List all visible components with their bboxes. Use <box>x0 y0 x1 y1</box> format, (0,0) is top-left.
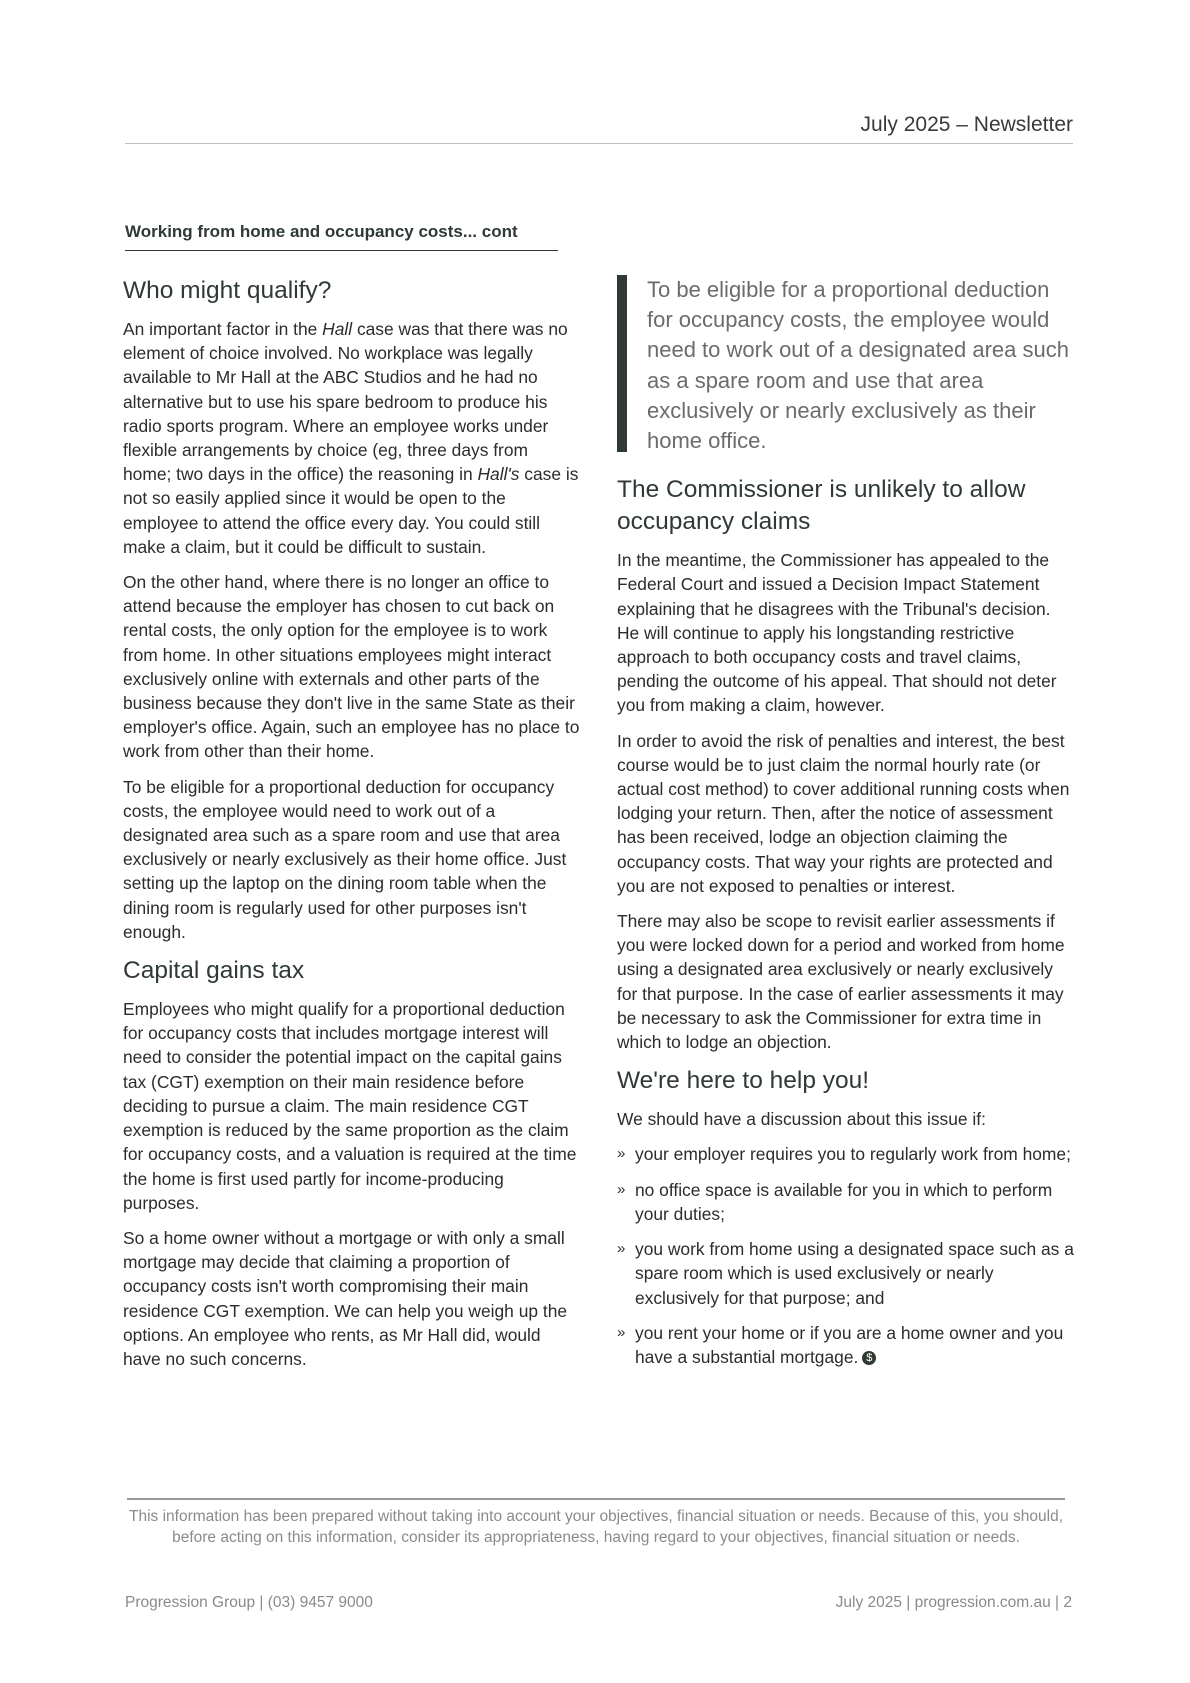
heading-commissioner: The Commissioner is unlikely to allow occupancy claims <box>617 476 1026 536</box>
footer-page-info: July 2025 | progression.com.au | 2 <box>835 1594 1072 1611</box>
right-column <box>617 275 1075 1380</box>
list-item: » you rent your home or if you are a home owner and you have a substantial mortgage. $ <box>617 1322 1064 1367</box>
paragraph-discussion: We should have a discussion about this issue if: <box>617 1109 986 1130</box>
pull-quote <box>617 275 1075 456</box>
list-item: » no office space is available for you in which to perform your duties; <box>617 1179 1053 1224</box>
disclaimer: This information has been prepared without taking into account your objectives, financial situation or needs. Because of this, you should, before acting on this information, consider its appropriateness, having regard to your objectives, financial situation or needs. <box>127 1498 1065 1548</box>
paragraph-eligibility: To be eligible for a proportional deduction for occupancy costs, the employee would need to work out of a designated area such as a spare room and use that area exclusively or nearly exclusively as their home office. Just setting up the laptop on the dining room table when the dining room is regularly used for other purposes isn't enough. <box>123 776 567 942</box>
paragraph-avoid-penalties: In order to avoid the risk of penalties and interest, the best course would be to just claim the normal hourly rate (or actual cost method) to cover additional running costs when lodging your return. Then, after the notice of assessment has been received, lodge an objection claiming the occupancy costs. That way your rights are protected and you are not exposed to penalties or interest. <box>617 730 1070 896</box>
bullet-marker: » <box>617 1323 626 1341</box>
heading-capital-gains-tax: Capital gains tax <box>123 957 305 985</box>
heading-help: We're here to help you! <box>617 1067 870 1095</box>
page-header <box>125 113 1073 144</box>
section-label: Working from home and occupancy costs... cont <box>125 222 558 251</box>
paragraph-hall-case: An important factor in the Hall case was that there was no element of choice involved. No workplace was legally available to Mr Hall at the ABC Studios and he had no alternative but to use his spare bedroom to produce his radio sports program. Where an employee works under flexible arrangements by choice (eg, three days from home; two days in the office) the reasoning in Hall's case is not so easily applied since it would be open to the employee to attend the office every day. You could still make a claim, but it could be difficult to sustain. <box>123 319 579 557</box>
list-item: » you work from home using a designated space such as a spare room which is used exclusively or nearly exclusively for that purpose; and <box>617 1239 1074 1308</box>
paragraph-commissioner-appeal: In the meantime, the Commissioner has appealed to the Federal Court and issued a Decision Impact Statement explaining that he disagrees with the Tribunal's decision. He will continue to apply his longstanding restrictive approach to both occupancy costs and travel claims, pending the outcome of his appeal. That should not deter you from making a claim, however. <box>617 550 1057 716</box>
newsletter-title: July 2025 – Newsletter <box>860 113 1073 136</box>
paragraph-cgt-impact: Employees who might qualify for a proportional deduction for occupancy costs that includes mortgage interest will need to consider the potential impact on the capital gains tax (CGT) exemption on their main residence before deciding to pursue a claim. The main residence CGT exemption is reduced by the same proportion as the claim for occupancy costs, and a valuation is required at the time the home is first used partly for income-producing purposes. <box>123 999 577 1213</box>
bullet-marker: » <box>617 1145 626 1163</box>
heading-who-might-qualify: Who might qualify? <box>123 277 332 304</box>
bullet-marker: » <box>617 1240 626 1258</box>
paragraph-home-owner: So a home owner without a mortgage or with only a small mortgage may decide that claiming a proportion of occupancy costs isn't worth compromising their main residence CGT exemption. We can help you weigh up the options. An employee who rents, as Mr Hall did, would have no such concerns. <box>123 1227 568 1369</box>
pull-quote-text: To be eligible for a proportional deduction for occupancy costs, the employee would need to work out of a designated area such as a spare room and use that area exclusively or nearly exclusively as their home office. <box>647 277 1069 454</box>
quote-bar <box>617 275 627 452</box>
list-item: » your employer requires you to regularly work from home; <box>617 1142 1075 1166</box>
footer-contact: Progression Group | (03) 9457 9000 <box>125 1594 373 1611</box>
paragraph-no-office: On the other hand, where there is no longer an office to attend because the employer has chosen to cut back on rental costs, the only option for the employee is to work from home. In other situations employees might interact exclusively online with externals and other parts of the business because they don't live in the same State as their employer's office. Again, such an employee has no place to work from other than their home. <box>123 572 580 762</box>
money-bag-icon: $ <box>862 1351 876 1365</box>
discussion-list <box>617 1142 1075 1369</box>
left-column <box>123 275 581 1382</box>
paragraph-earlier-assessments: There may also be scope to revisit earlier assessments if you were locked down for a period and worked from home using a designated area exclusively or nearly exclusively for that purpose. In the case of earlier assessments it may be necessary to ask the Commissioner for extra time in which to lodge an objection. <box>617 911 1065 1053</box>
bullet-marker: » <box>617 1180 626 1198</box>
